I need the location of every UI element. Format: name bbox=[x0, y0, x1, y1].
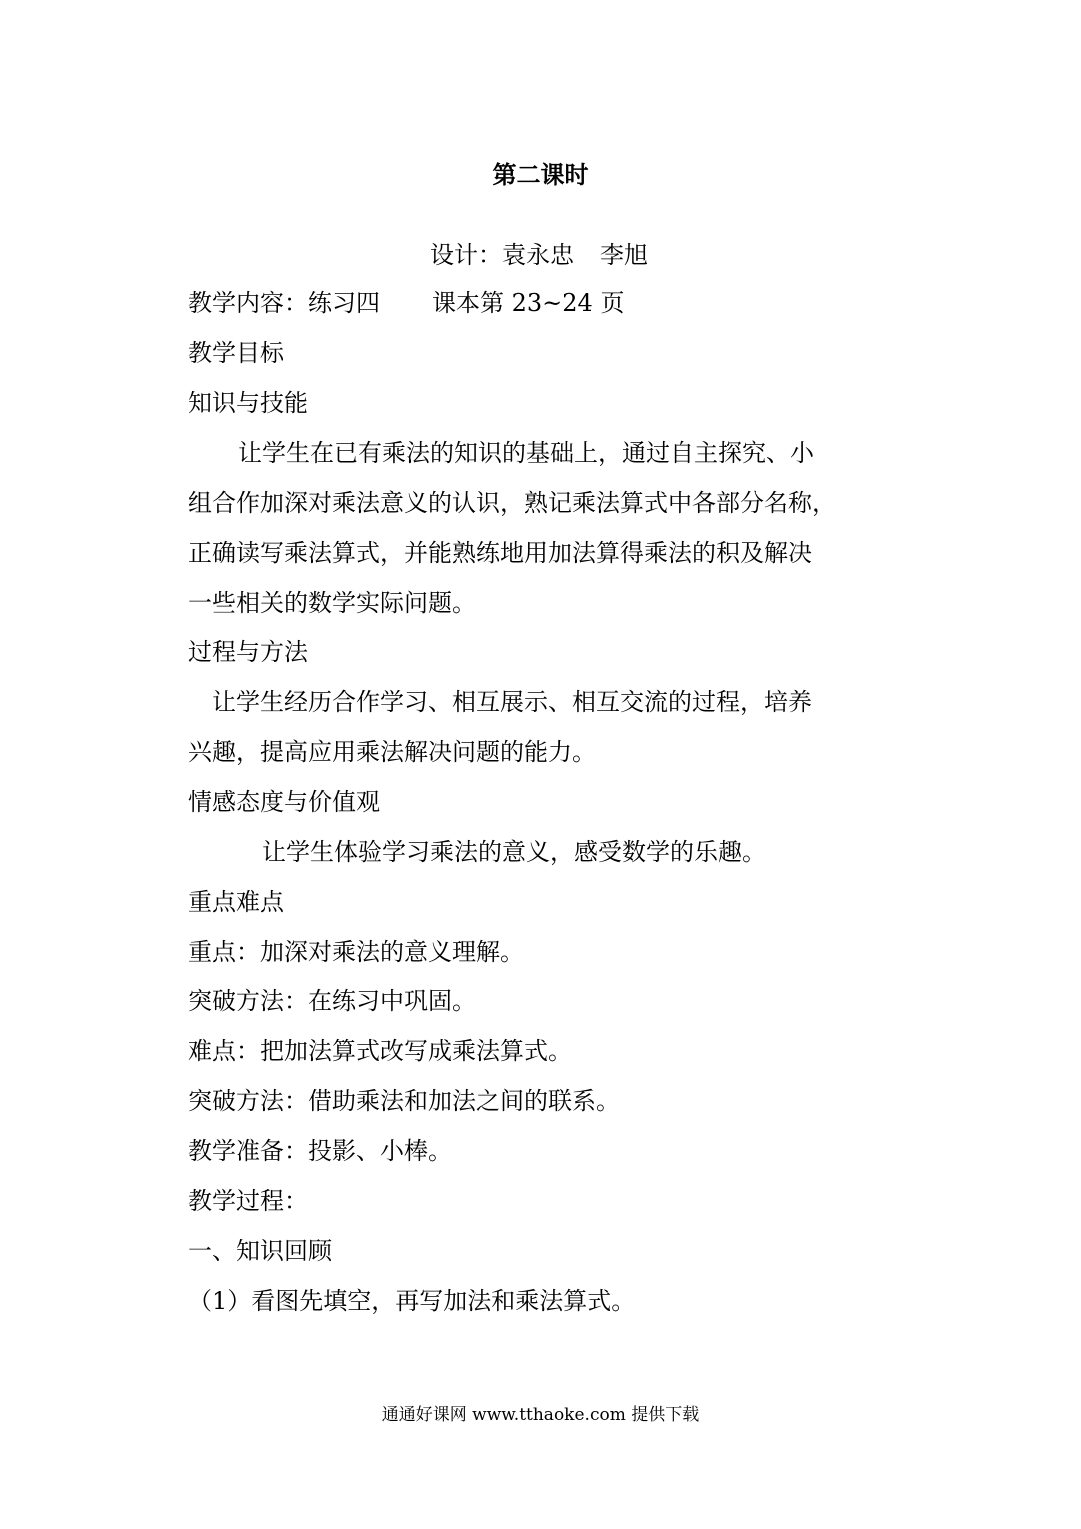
knowledge-heading: 知识与技能 bbox=[188, 389, 308, 417]
knowledge-line-2: 组合作加深对乘法意义的认识，熟记乘法算式中各部分名称， bbox=[188, 489, 836, 517]
page-title: 第二课时 bbox=[492, 160, 589, 189]
process-line-2: 兴趣，提高应用乘法解决问题的能力。 bbox=[188, 738, 596, 766]
key-point-method: 突破方法：在练习中巩固。 bbox=[188, 987, 476, 1015]
knowledge-line-4: 一些相关的数学实际问题。 bbox=[188, 589, 476, 617]
content-pages: 课本第 23~24 页 bbox=[432, 289, 625, 317]
emotion-heading: 情感态度与价值观 bbox=[188, 788, 380, 816]
page-footer: 通通好课网 www.tthaoke.com 提供下载 bbox=[381, 1405, 700, 1425]
knowledge-line-1: 让学生在已有乘法的知识的基础上，通过自主探究、小 bbox=[238, 439, 814, 467]
objectives-heading: 教学目标 bbox=[188, 339, 284, 367]
process-heading: 过程与方法 bbox=[188, 638, 308, 666]
content-label: 教学内容：练习四 bbox=[188, 289, 380, 317]
content-line bbox=[188, 288, 624, 318]
difficulty-point: 难点：把加法算式改写成乘法算式。 bbox=[188, 1037, 572, 1065]
emotion-line: 让学生体验学习乘法的意义，感受数学的乐趣。 bbox=[262, 838, 766, 866]
designer-label: 设计： bbox=[430, 241, 502, 269]
process-line-1: 让学生经历合作学习、相互展示、相互交流的过程，培养 bbox=[212, 688, 812, 716]
designer-line bbox=[430, 240, 648, 270]
preparation: 教学准备：投影、小棒。 bbox=[188, 1137, 452, 1165]
designer-name-2: 李旭 bbox=[600, 241, 648, 269]
designer-name-1: 袁永忠 bbox=[502, 241, 574, 269]
knowledge-line-3: 正确读写乘法算式，并能熟练地用加法算得乘法的积及解决 bbox=[188, 539, 812, 567]
difficulty-method: 突破方法：借助乘法和加法之间的联系。 bbox=[188, 1087, 620, 1115]
section-1-heading: 一、知识回顾 bbox=[188, 1237, 332, 1265]
item-1: （1）看图先填空，再写加法和乘法算式。 bbox=[188, 1287, 636, 1315]
key-points-heading: 重点难点 bbox=[188, 888, 284, 916]
process-section-heading: 教学过程： bbox=[188, 1187, 308, 1215]
key-point: 重点：加深对乘法的意义理解。 bbox=[188, 938, 524, 966]
